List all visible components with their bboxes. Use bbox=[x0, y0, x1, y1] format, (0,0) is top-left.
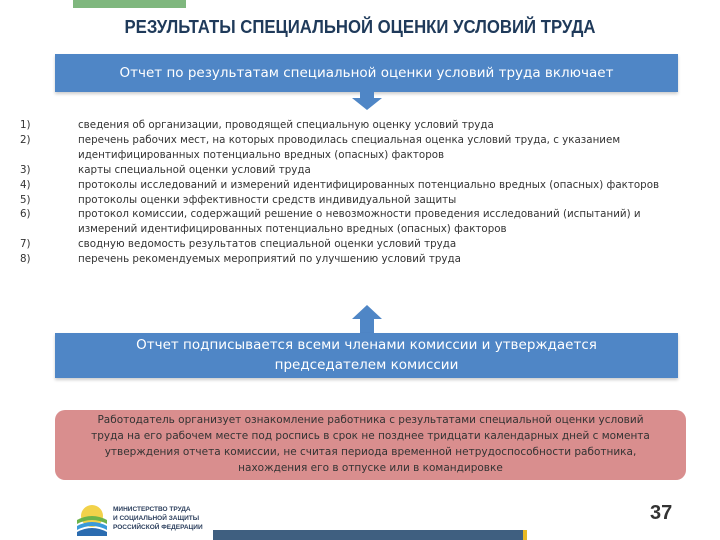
logo-line: РОССИЙСКОЙ ФЕДЕРАЦИИ bbox=[113, 524, 203, 531]
signature-box bbox=[55, 333, 678, 378]
list-item bbox=[20, 237, 680, 252]
item-text: протокол комиссии, содержащий решение о невозможности проведения исследований (испытаний) и измерений идентифицированных потенциально вредных (опасных) факторов bbox=[78, 208, 641, 236]
signature-line: Отчет подписывается всеми членами комиссии и утверждается bbox=[136, 337, 597, 353]
accent-bar bbox=[73, 0, 186, 8]
ministry-name bbox=[113, 505, 203, 532]
item-text: карты специальной оценки условий труда bbox=[78, 163, 311, 176]
logo-line: МИНИСТЕРСТВО ТРУДА bbox=[113, 506, 191, 513]
item-text: перечень рекомендуемых мероприятий по улучшению условий труда bbox=[78, 253, 461, 266]
note-line: утверждения отчета комиссии, не считая периода временной нетрудоспособности работника, bbox=[104, 446, 637, 458]
note-line: нахождения его в отпуске или в командировке bbox=[238, 462, 503, 474]
item-number: 2) bbox=[20, 133, 31, 146]
logo-line: И СОЦИАЛЬНОЙ ЗАЩИТЫ bbox=[113, 515, 200, 522]
item-text: сводную ведомость результатов специальной оценки условий труда bbox=[78, 238, 457, 251]
list-item bbox=[20, 163, 680, 178]
note-line: труда на его рабочем месте под роспись в срок не позднее тридцати календарных дней с момента bbox=[91, 430, 650, 442]
item-text: перечень рабочих мест, на которых проводилась специальная оценка условий труда, с указанием идентифицированных потенциально вредных (опасных) факторов bbox=[78, 133, 621, 161]
ministry-logo-icon bbox=[75, 502, 109, 536]
list-item bbox=[20, 133, 680, 163]
item-text: протоколы оценки эффективности средств индивидуальной защиты bbox=[78, 193, 457, 206]
item-number: 5) bbox=[20, 193, 31, 206]
item-number: 3) bbox=[20, 163, 31, 176]
list-item bbox=[20, 178, 680, 193]
item-number: 4) bbox=[20, 178, 31, 191]
list-item bbox=[20, 207, 680, 237]
list-item bbox=[20, 118, 680, 133]
item-number: 8) bbox=[20, 253, 31, 266]
signature-line: председателем комиссии bbox=[274, 357, 459, 373]
page-number: 37 bbox=[650, 502, 673, 524]
list-item bbox=[20, 193, 680, 208]
note-line: Работодатель организует ознакомление работника с результатами специальной оценки условий bbox=[97, 414, 644, 426]
arrow-down-icon bbox=[352, 92, 382, 110]
item-number: 6) bbox=[20, 208, 31, 221]
employer-note-box bbox=[55, 410, 686, 480]
item-text: сведения об организации, проводящей специальную оценку условий труда bbox=[78, 119, 494, 131]
footer-bar bbox=[213, 530, 527, 540]
report-contents-list bbox=[20, 118, 680, 267]
item-number: 1) bbox=[20, 119, 31, 131]
list-item bbox=[20, 252, 680, 267]
report-header-box: Отчет по результатам специальной оценки условий труда включает bbox=[55, 54, 678, 92]
page-title: РЕЗУЛЬТАТЫ СПЕЦИАЛЬНОЙ ОЦЕНКИ УСЛОВИЙ ТРУДА bbox=[124, 17, 596, 37]
arrow-up-icon bbox=[352, 305, 382, 333]
item-text: протоколы исследований и измерений идентифицированных потенциально вредных (опасных) факторов bbox=[78, 178, 660, 191]
item-number: 7) bbox=[20, 238, 31, 251]
